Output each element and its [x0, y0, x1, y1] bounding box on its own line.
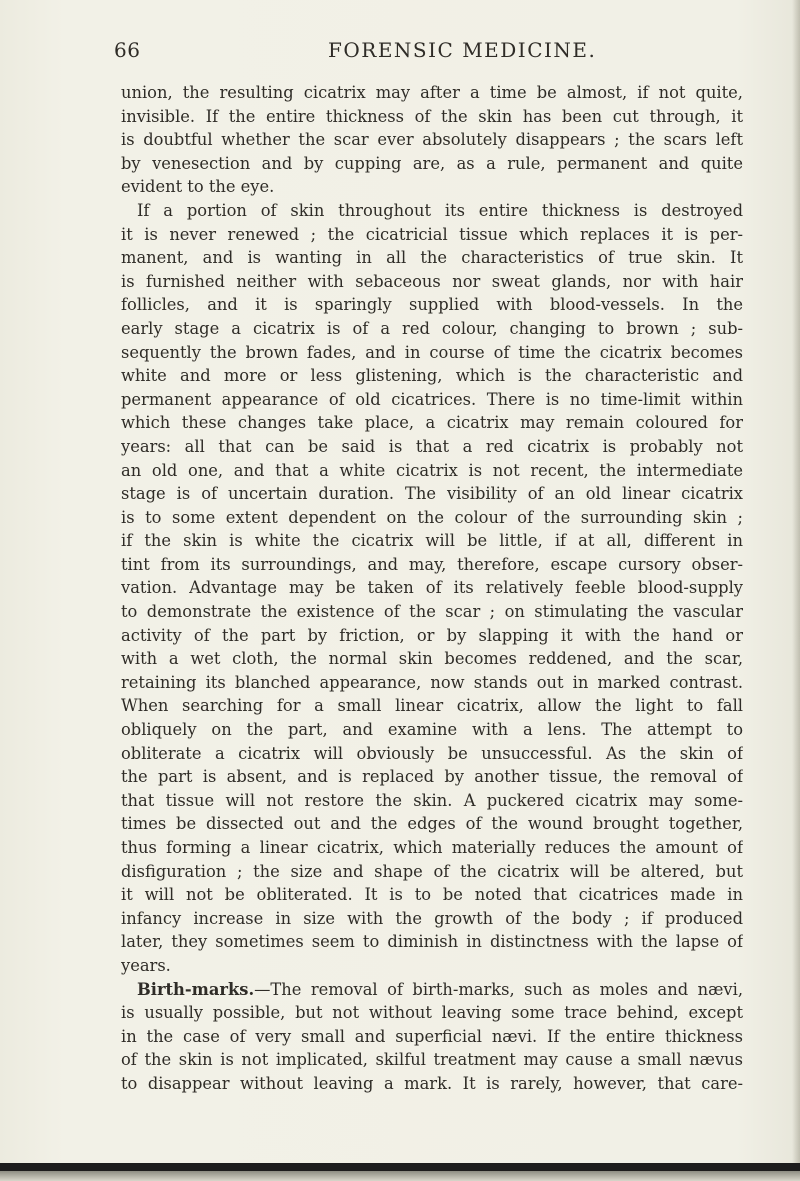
text-line: is usually possible, but not without leaving some trace behind, except: [121, 1003, 743, 1023]
text-line: obliquely on the part, and examine with a lens. The attempt to: [121, 720, 743, 740]
text-line: is furnished neither with sebaceous nor sweat glands, nor with hair: [121, 271, 743, 291]
page-number: 66: [114, 38, 141, 62]
text-line: with a wet cloth, the normal skin becomes reddened, and the scar,: [121, 649, 743, 669]
text-line: in the case of very small and superficial nævi. If the entire thickness: [121, 1026, 743, 1046]
birthmarks-line: [121, 978, 743, 1002]
text-line: the part is absent, and is replaced by another tissue, the removal of: [121, 767, 743, 787]
text-line: retaining its blanched appearance, now stands out in marked contrast.: [121, 672, 743, 692]
text-line: sequently the brown fades, and in course of time the cicatrix becomes: [121, 342, 743, 362]
text-line: If a portion of skin throughout its entire thickness is destroyed: [137, 200, 743, 220]
text-line: times be dissected out and the edges of the wound brought together,: [121, 814, 743, 834]
text-line: is to some extent dependent on the colour of the surrounding skin ;: [121, 507, 743, 527]
text-line: an old one, and that a white cicatrix is not recent, the intermediate: [121, 460, 743, 480]
text-line: tint from its surroundings, and may, therefore, escape cursory obser-: [121, 554, 743, 574]
text-line: manent, and is wanting in all the characteristics of true skin. It: [121, 248, 743, 268]
text-line: to disappear without leaving a mark. It is rarely, however, that care-: [121, 1073, 743, 1093]
text-line: permanent appearance of old cicatrices. There is no time-limit within: [121, 389, 743, 409]
page-header: [114, 38, 714, 66]
text-line: invisible. If the entire thickness of the skin has been cut through, it: [121, 106, 743, 126]
text-line: if the skin is white the cicatrix will be little, if at all, different in: [121, 531, 743, 551]
text-line: of the skin is not implicated, skilful treatment may cause a small nævus: [121, 1050, 743, 1070]
birthmarks-line-text: —The removal of birth-marks, such as moles and nævi,: [254, 979, 743, 999]
body-text: [121, 81, 743, 1096]
text-line: obliterate a cicatrix will obviously be unsuccessful. As the skin of: [121, 743, 743, 763]
bottom-edge-shadow: [0, 1171, 800, 1181]
page-edge-shadow: [792, 0, 800, 1181]
text-line: to demonstrate the existence of the scar ; on stimulating the vascular: [121, 602, 743, 622]
text-line: vation. Advantage may be taken of its relatively feeble blood-supply: [121, 578, 743, 598]
text-line: it is never renewed ; the cicatricial tissue which replaces it is per-: [121, 224, 743, 244]
text-line: early stage a cicatrix is of a red colour, changing to brown ; sub-: [121, 318, 743, 338]
text-line: years.: [121, 955, 171, 975]
text-line: that tissue will not restore the skin. A puckered cicatrix may some-: [121, 790, 743, 810]
text-line: thus forming a linear cicatrix, which materially reduces the amount of: [121, 838, 743, 857]
text-line: activity of the part by friction, or by slapping it with the hand or: [121, 625, 743, 645]
text-line: it will not be obliterated. It is to be noted that cicatrices made in: [121, 885, 743, 905]
text-line: evident to the eye.: [121, 177, 275, 197]
running-head: FORENSIC MEDICINE.: [328, 38, 597, 62]
text-line: later, they sometimes seem to diminish in distinctness with the lapse of: [121, 932, 743, 952]
text-line: by venesection and by cupping are, as a rule, permanent and quite: [121, 153, 743, 173]
text-line: union, the resulting cicatrix may after a time be almost, if not quite,: [121, 83, 743, 102]
bottom-edge-bar: [0, 1163, 800, 1171]
text-line: infancy increase in size with the growth of the body ; if produced: [121, 908, 743, 928]
text-line: stage is of uncertain duration. The visibility of an old linear cicatrix: [121, 484, 743, 504]
text-line: white and more or less glistening, which is the characteristic and: [121, 366, 743, 386]
text-line: disfiguration ; the size and shape of the cicatrix will be altered, but: [121, 861, 743, 881]
text-line: years: all that can be said is that a red cicatrix is probably not: [121, 436, 743, 456]
text-line: which these changes take place, a cicatrix may remain coloured for: [121, 413, 743, 433]
text-line: follicles, and it is sparingly supplied with blood-vessels. In the: [121, 295, 743, 315]
text-line: When searching for a small linear cicatrix, allow the light to fall: [121, 696, 743, 716]
text-line: is doubtful whether the scar ever absolutely disappears ; the scars left: [121, 130, 743, 150]
section-heading: Birth-marks.: [137, 979, 255, 999]
